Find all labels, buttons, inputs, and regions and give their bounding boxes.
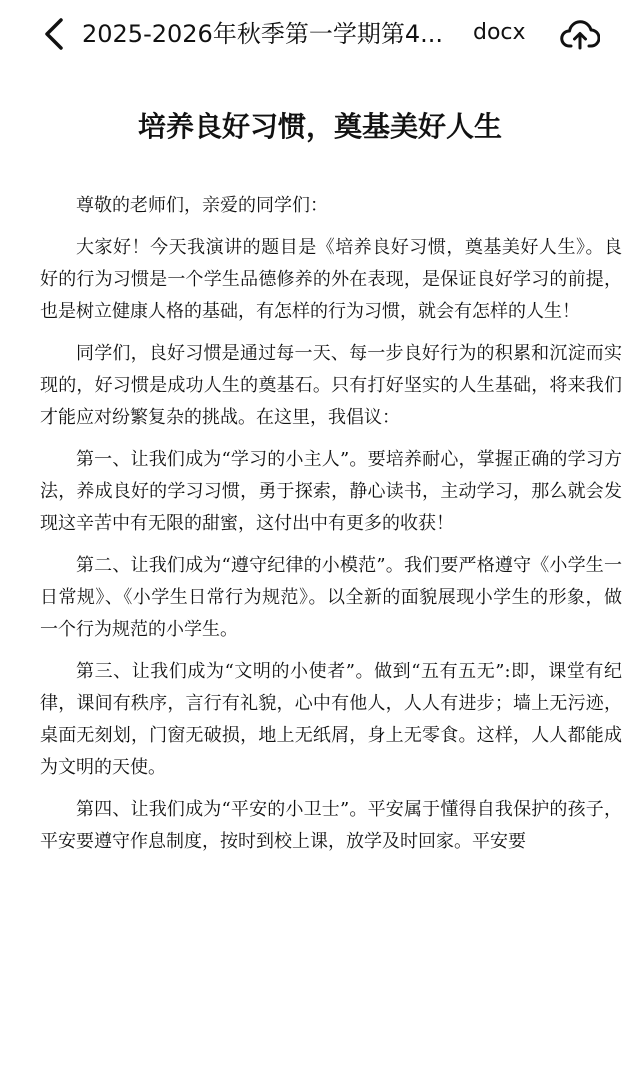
document-title: 2025-2026年秋季第一学期第4... [82, 20, 443, 48]
paragraph: 第四、让我们成为“平安的小卫士”。平安属于懂得自我保护的孩子，平安要遵守作息制度，按时到校上课，放学及时回家。平安要 [40, 799, 622, 852]
paragraph: 同学们，良好习惯是通过每一天、每一步良好行为的积累和沉淀而实现的，好习惯是成功人生的奠基石。只有打好坚实的人生基础，将来我们才能应对纷繁复杂的挑战。在这里，我倡议： [40, 343, 622, 428]
back-button[interactable] [34, 14, 74, 54]
paragraph: 大家好！今天我演讲的题目是《培养良好习惯，奠基美好人生》。良好的行为习惯是一个学生品德修养的外在表现，是保证良好学习的前提，也是树立健康人格的基础，有怎样的行为习惯，就会有怎样的人生！ [40, 237, 622, 322]
paragraph: 第三、让我们成为“文明的小使者”。做到“五有五无”:即，课堂有纪律，课间有秩序，言行有礼貌，心中有他人，人人有进步；墙上无污迹，桌面无刻划，门窗无破损，地上无纸屑，身上无零食。这样，人人都能成为文明的天使。 [40, 661, 622, 778]
document-body [40, 190, 622, 868]
cloud-upload-button[interactable] [558, 12, 602, 56]
paragraph-greeting: 尊敬的老师们，亲爱的同学们： [76, 195, 328, 216]
cloud-upload-icon [560, 17, 600, 51]
paragraph: 第一、让我们成为“学习的小主人”。要培养耐心，掌握正确的学习方法，养成良好的学习习惯，勇于探索，静心读书，主动学习，那么就会发现这辛苦中有无限的甜蜜，这付出中有更多的收获！ [40, 449, 622, 534]
file-type-label: docx [473, 20, 526, 45]
document-viewer[interactable] [0, 68, 640, 1069]
top-toolbar [0, 0, 640, 68]
chevron-left-icon [42, 17, 66, 51]
paragraph: 第二、让我们成为“遵守纪律的小模范”。我们要严格遵守《小学生一日常规》、《小学生日常行为规范》。以全新的面貌展现小学生的形象，做一个行为规范的小学生。 [40, 555, 622, 640]
document-heading: 培养良好习惯，奠基美好人生 [137, 110, 502, 143]
